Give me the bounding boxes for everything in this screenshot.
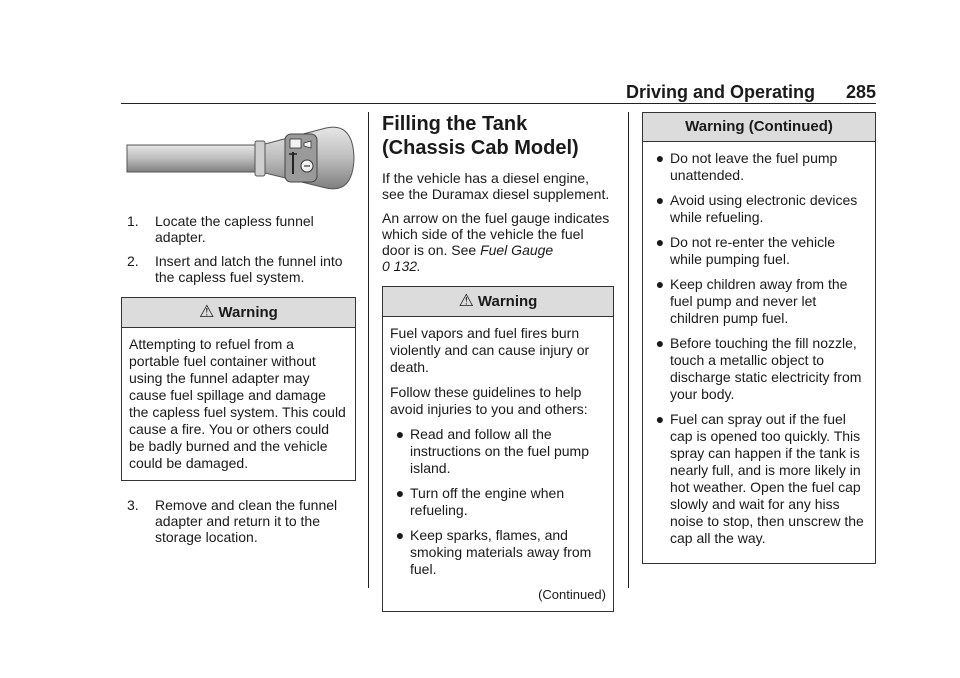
page-reference: 0 132.	[382, 258, 421, 274]
bullet-icon: ●	[395, 426, 405, 442]
warning-header: ⚠ Warning	[383, 287, 613, 317]
header-rule	[121, 103, 876, 104]
column-divider	[628, 112, 629, 588]
list-item: ● Do not re-enter the vehicle while pumping fuel.	[650, 234, 868, 268]
section-title: Driving and Operating	[625, 82, 815, 102]
warning-header: ⚠ Warning	[122, 298, 355, 328]
list-item: ● Avoid using electronic devices while refueling.	[650, 192, 868, 226]
paragraph: An arrow on the fuel gauge indicates which side of the vehicle the fuel door is on. See Fuel Gauge 0 132.	[382, 210, 610, 274]
warning-icon: ⚠	[458, 291, 474, 310]
bullet-icon: ●	[655, 276, 665, 292]
warning-body	[643, 142, 875, 563]
list-item: ● Do not leave the fuel pump unattended.	[650, 150, 868, 184]
list-item: ● Before touching the fill nozzle, touch a metallic object to discharge static electricity from your body.	[650, 335, 868, 403]
bullet-icon: ●	[655, 234, 665, 250]
warning-body: Attempting to refuel from a portable fuel container without using the funnel adapter may cause fuel spillage and damage the capless fuel system. This could cause a fire. You or others could be badly burned and the vehicle could be damaged.	[129, 336, 346, 471]
warning-box	[642, 112, 876, 564]
page-header	[0, 80, 876, 104]
bullet-icon: ●	[655, 192, 665, 208]
warning-icon: ⚠	[199, 302, 215, 321]
list-item: ● Fuel can spray out if the fuel cap is opened too quickly. This spray can happen if the tank is nearly full, and is more likely in hot weather. Open the fuel cap slowly and wait for any hiss noise to stop, then unscrew the cap all the way.	[650, 411, 868, 547]
warning-body: Fuel vapors and fuel fires burn violently and can cause injury or death. Follow these guidelines to help avoid injuries to you and others: ● Read and follow all the instructions on the fuel pump island. ● Turn off the engine when refueling. ● Keep sparks, flames, and smoking materials away from fuel. (Continued)	[390, 325, 606, 602]
page-number: 285	[845, 82, 876, 102]
bullet-icon: ●	[655, 411, 665, 427]
step-item: 2. Insert and latch the funnel into the capless fuel system.	[127, 253, 343, 285]
funnel-adapter-illustration	[121, 116, 356, 200]
bullet-icon: ●	[655, 150, 665, 166]
cross-reference-link[interactable]: Fuel Gauge	[480, 242, 554, 258]
step-item: 1. Locate the capless funnel adapter.	[127, 213, 314, 245]
column-3	[642, 112, 876, 580]
section-heading: Filling the Tank (Chassis Cab Model)	[382, 113, 579, 159]
list-item: ● Turn off the engine when refueling.	[390, 485, 606, 519]
step-item: 3. Remove and clean the funnel adapter and return it to the storage location.	[127, 497, 338, 545]
column-divider	[368, 112, 369, 588]
bullet-icon: ●	[395, 485, 405, 501]
warning-header: Warning (Continued)	[643, 113, 875, 142]
warning-box	[382, 286, 614, 612]
continued-label: (Continued)	[538, 587, 606, 602]
bullet-icon: ●	[395, 527, 405, 543]
column-1	[121, 112, 356, 553]
list-item: ● Keep children away from the fuel pump and never let children pump fuel.	[650, 276, 868, 327]
warning-box	[121, 297, 356, 481]
list-item: ● Keep sparks, flames, and smoking materials away from fuel.	[390, 527, 606, 578]
list-item: ● Read and follow all the instructions on the fuel pump island.	[390, 426, 606, 477]
bullet-icon: ●	[655, 335, 665, 351]
paragraph: If the vehicle has a diesel engine, see the Duramax diesel supplement.	[382, 170, 610, 202]
column-2	[382, 112, 614, 628]
